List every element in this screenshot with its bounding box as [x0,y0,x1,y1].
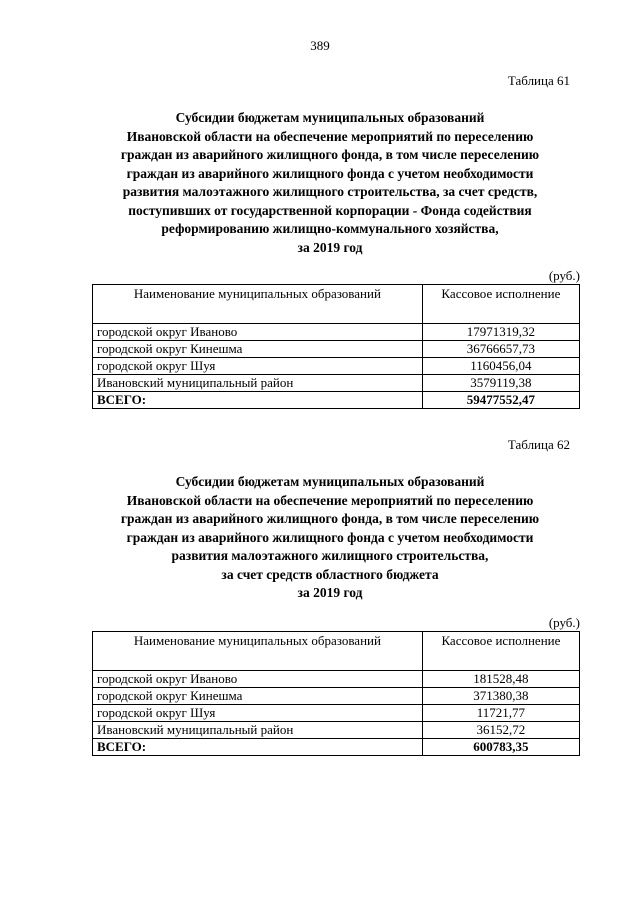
table-row [93,358,580,375]
heading-line: за 2019 год [297,585,363,600]
municipality-name: городской округ Кинешма [93,341,423,358]
heading-line: развития малоэтажного жилищного строительства, за счет средств, [122,184,538,199]
heading-line: Ивановской области на обеспечение мероприятий по переселению [126,128,534,144]
column-header-value: Кассовое исполнение [422,285,579,324]
heading-line: реформированию жилищно-коммунального хозяйства, [161,221,499,236]
table-61-heading [80,109,580,257]
municipality-name: городской округ Кинешма [93,688,423,705]
table-61-label: Таблица 61 [507,73,570,88]
total-row [93,739,580,756]
municipality-name: городской округ Шуя [93,705,423,722]
total-label: ВСЕГО: [93,739,423,756]
total-amount: 59477552,47 [422,392,579,409]
table-row [93,375,580,392]
amount: 3579119,38 [422,375,579,392]
table-62 [92,631,580,756]
heading-line: Субсидии бюджетам муниципальных образований [175,110,485,125]
table-62-label: Таблица 62 [507,437,570,452]
table-row [93,688,580,705]
table-62-unit: (руб.) [548,615,580,630]
heading-line: граждан из аварийного жилищного фонда, в том числе переселению [120,147,540,162]
amount: 181528,48 [422,671,579,688]
table-header-row [93,632,580,671]
heading-line: граждан из аварийного жилищного фонда с учетом необходимости [126,165,534,181]
amount: 371380,38 [422,688,579,705]
municipality-name: Ивановский муниципальный район [93,375,423,392]
total-row [93,392,580,409]
table-62-heading [80,473,580,603]
amount: 17971319,32 [422,324,579,341]
municipality-name: городской округ Иваново [93,324,423,341]
municipality-name: Ивановский муниципальный район [93,722,423,739]
amount: 1160456,04 [422,358,579,375]
page-number: 389 [310,38,330,53]
heading-line: поступивших от государственной корпорации - Фонда содействия [128,202,532,218]
column-header-value: Кассовое исполнение [422,632,579,671]
heading-line: за 2019 год [297,239,363,255]
table-61 [92,284,580,409]
table-row [93,341,580,358]
amount: 36152,72 [422,722,579,739]
column-header-name: Наименование муниципальных образований [93,632,423,671]
table-61-unit: (руб.) [548,268,580,283]
heading-line: граждан из аварийного жилищного фонда, в том числе переселению [120,511,540,526]
municipality-name: городской округ Иваново [93,671,423,688]
amount: 11721,77 [422,705,579,722]
heading-line: Субсидии бюджетам муниципальных образований [175,474,485,489]
heading-line: развития малоэтажного жилищного строительства, [171,548,489,563]
municipality-name: городской округ Шуя [93,358,423,375]
total-label: ВСЕГО: [93,392,423,409]
table-row [93,705,580,722]
total-amount: 600783,35 [422,739,579,756]
heading-line: за счет средств областного бюджета [221,566,439,582]
heading-line: граждан из аварийного жилищного фонда с учетом необходимости [126,529,534,545]
table-header-row [93,285,580,324]
table-row [93,324,580,341]
table-row [93,722,580,739]
column-header-name: Наименование муниципальных образований [93,285,423,324]
heading-line: Ивановской области на обеспечение мероприятий по переселению [126,492,534,508]
amount: 36766657,73 [422,341,579,358]
table-row [93,671,580,688]
